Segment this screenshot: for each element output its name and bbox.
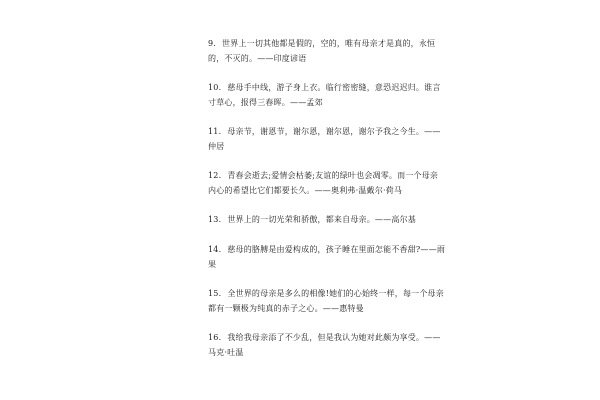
quote-number: 12. xyxy=(208,171,222,180)
quote-text: 我给我母亲添了不少乱，但是我认为她对此颇为享受。—— xyxy=(227,333,441,342)
quote-line: 果 xyxy=(208,260,217,269)
quote-text: 全世界的母亲是多么的相像!她们的心始终一样，每一个母亲 xyxy=(227,289,444,298)
quote-item-14 xyxy=(208,242,446,272)
quote-line xyxy=(208,80,441,95)
quote-text: 慈母的胳膊是由爱构成的，孩子睡在里面怎能不香甜?——雨 xyxy=(227,245,446,254)
quote-text: 慈母手中线，游子身上衣。临行密密缝，意恐迟迟归。谁言 xyxy=(227,83,441,92)
quote-item-15 xyxy=(208,286,444,316)
quote-number: 9. xyxy=(208,39,217,48)
quote-text: 青春会逝去;爱情会枯萎;友谊的绿叶也会凋零。而一个母亲 xyxy=(227,171,439,180)
quote-line xyxy=(208,242,446,257)
quote-line xyxy=(208,168,439,183)
quote-text: 世界上一切其他都是假的，空的，唯有母亲才是真的，永恒 xyxy=(222,39,436,48)
quote-line xyxy=(208,212,416,227)
quote-line: 仲居 xyxy=(208,142,225,151)
quote-number: 11. xyxy=(208,127,222,136)
quote-text: 母亲节，谢恩节，谢尔恩，谢尔恩，谢尔予我之今生。—— xyxy=(227,127,441,136)
quote-line: 都有一颗极为纯真的赤子之心。——惠特曼 xyxy=(208,304,364,313)
quote-item-10 xyxy=(208,80,441,110)
quote-number: 10. xyxy=(208,83,222,92)
quote-line: 马克·吐温 xyxy=(208,348,244,357)
quote-line xyxy=(208,36,436,51)
quote-item-9 xyxy=(208,36,436,66)
quote-line: 寸草心，报得三春晖。——孟郊 xyxy=(208,98,323,107)
quote-line: 的，不灭的。——印度谚语 xyxy=(208,54,307,63)
quote-item-13 xyxy=(208,212,416,227)
quote-text: 世界上的一切光荣和骄傲，都来自母亲。——高尔基 xyxy=(227,215,416,224)
quote-number: 13. xyxy=(208,215,222,224)
quote-item-12 xyxy=(208,168,439,198)
quote-number: 14. xyxy=(208,245,222,254)
quote-line xyxy=(208,124,441,139)
quote-number: 16. xyxy=(208,333,222,342)
quote-number: 15. xyxy=(208,289,222,298)
quote-line: 内心的希望比它们都要长久。——奥利弗·温戴尔·荷马 xyxy=(208,186,403,195)
quote-line xyxy=(208,330,441,345)
quote-line xyxy=(208,286,444,301)
quote-item-16 xyxy=(208,330,441,360)
quote-item-11 xyxy=(208,124,441,154)
